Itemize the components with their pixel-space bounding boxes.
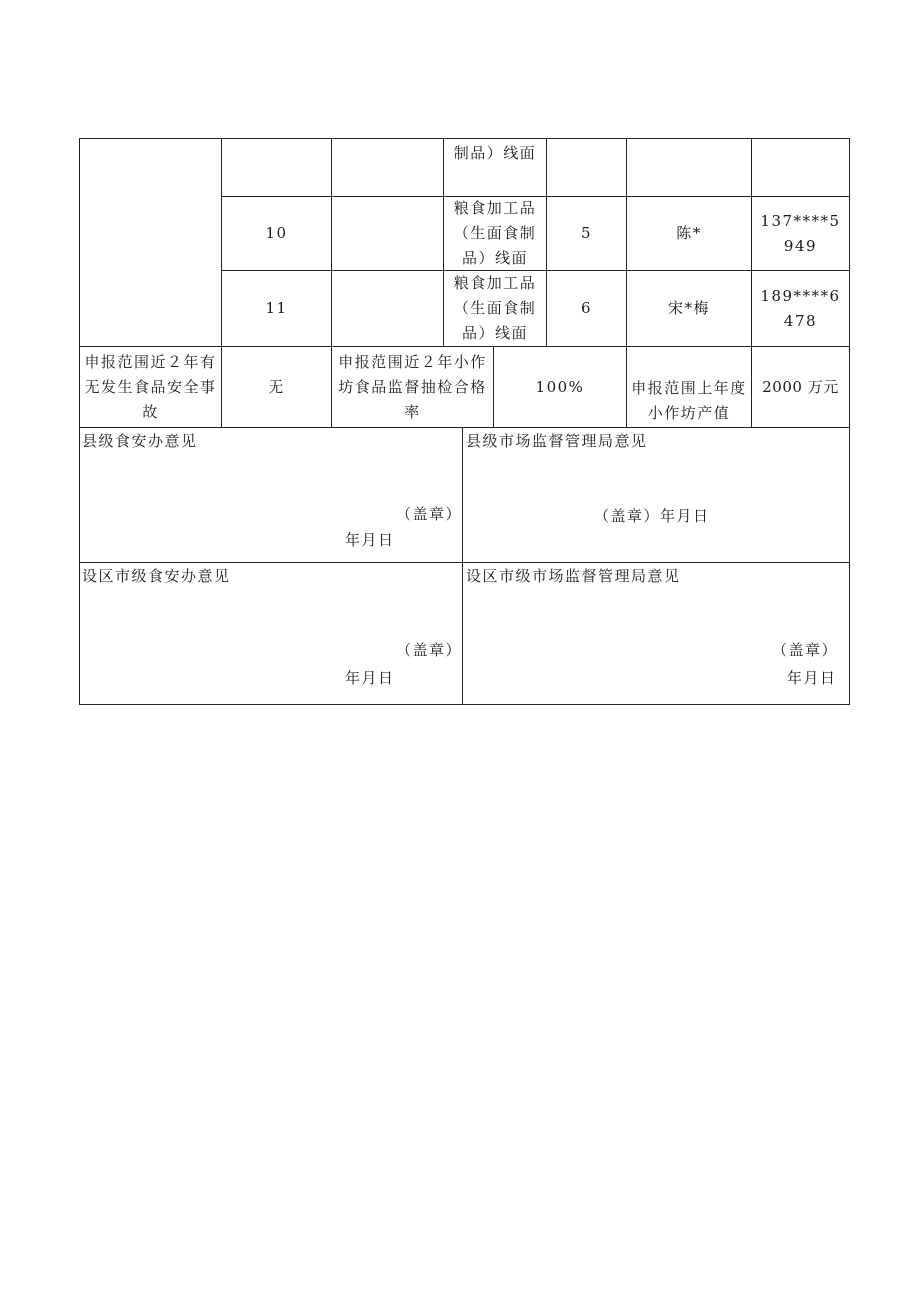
column-divider bbox=[462, 427, 463, 705]
contact-person: 陈* bbox=[676, 224, 702, 242]
phone-line: 189****6 bbox=[760, 286, 841, 305]
product-category-line: 制品）线面 bbox=[453, 143, 537, 162]
phone-line: 949 bbox=[783, 236, 818, 255]
seal-label: （盖章） bbox=[772, 641, 839, 659]
incident-label-line: 无发生食品安全事 bbox=[84, 377, 217, 396]
output-label-line: 小作坊产值 bbox=[647, 404, 731, 422]
product-category-cell bbox=[444, 271, 546, 346]
product-category-line: 品）线面 bbox=[461, 324, 528, 342]
row-divider bbox=[79, 562, 850, 563]
pass-rate-label bbox=[332, 347, 493, 427]
pass-rate-label-line: 坊食品监督抽检合格 bbox=[338, 377, 487, 396]
incident-value: 无 bbox=[268, 377, 285, 396]
incident-label-line: 申报范围近２年有 bbox=[84, 352, 217, 371]
product-category-line: （生面食制 bbox=[453, 224, 537, 242]
row-number: 11 bbox=[265, 299, 288, 317]
pass-rate-label-line: 率 bbox=[404, 402, 421, 421]
opinion-title: 县级食安办意见 bbox=[82, 432, 198, 450]
row-number: 10 bbox=[265, 224, 288, 242]
phone-line: 137****5 bbox=[760, 211, 841, 230]
table-right-border bbox=[849, 138, 850, 705]
seal-date-label: （盖章）年月日 bbox=[594, 507, 710, 525]
product-category-line: （生面食制 bbox=[453, 299, 537, 317]
phone-line: 478 bbox=[783, 311, 818, 330]
employee-count: 5 bbox=[580, 224, 593, 242]
employee-count: 6 bbox=[580, 299, 593, 317]
product-category-cell bbox=[444, 139, 546, 167]
output-value: 2000 万元 bbox=[762, 377, 839, 396]
table-bottom-border bbox=[79, 704, 850, 705]
date-label: 年月日 bbox=[345, 669, 395, 687]
contact-phone bbox=[752, 271, 849, 346]
output-label bbox=[627, 347, 751, 427]
opinion-title: 县级市场监督管理局意见 bbox=[466, 432, 648, 450]
contact-phone bbox=[752, 197, 849, 270]
row-divider bbox=[79, 427, 850, 428]
pass-rate-value: 100% bbox=[535, 377, 585, 396]
product-category-line: 品）线面 bbox=[461, 249, 528, 267]
incident-label bbox=[80, 347, 221, 427]
product-category-line: 粮食加工品 bbox=[453, 274, 537, 292]
opinion-title: 设区市级市场监督管理局意见 bbox=[466, 567, 681, 585]
date-label: 年月日 bbox=[345, 531, 395, 549]
seal-label: （盖章） bbox=[396, 505, 463, 523]
output-label-line: 申报范围上年度 bbox=[631, 379, 747, 397]
pass-rate-label-line: 申报范围近２年小作 bbox=[338, 352, 487, 371]
date-label: 年月日 bbox=[787, 669, 837, 687]
opinion-title: 设区市级食安办意见 bbox=[82, 567, 231, 585]
product-category-line: 粮食加工品 bbox=[453, 199, 537, 217]
incident-label-line: 故 bbox=[142, 402, 159, 421]
contact-person: 宋*梅 bbox=[667, 299, 710, 317]
seal-label: （盖章） bbox=[396, 641, 463, 659]
product-category-cell bbox=[444, 197, 546, 270]
